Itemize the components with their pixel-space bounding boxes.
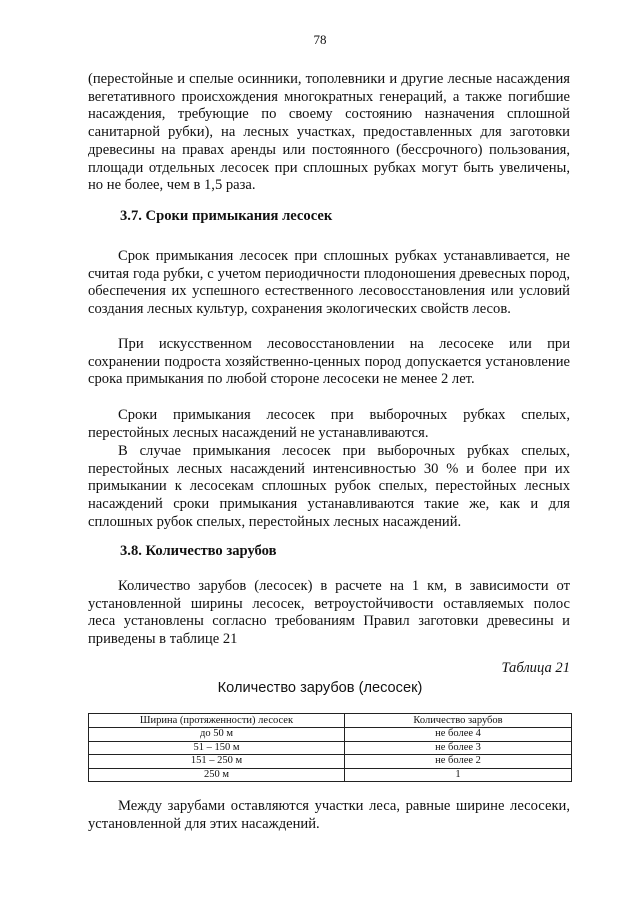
table-cell-width: 250 м (89, 768, 345, 782)
table-row (89, 768, 572, 782)
paragraph-selective-cut: Сроки примыкания лесосек при выборочных рубках спелых, перестойных лесных насаждений не устанавливаются. (88, 407, 570, 441)
table-row (89, 728, 572, 742)
table-cell-width: 151 – 250 м (89, 755, 345, 769)
table-label: Таблица 21 (501, 660, 570, 676)
table-row (89, 755, 572, 769)
paragraph-adjacency-clearcut: Срок примыкания лесосек при сплошных рубках устанавливается, не считая года рубки, с учетом периодичности плодоношения древесных пород, обеспечения их успешного естественного лесовосстановления или условий создания лесных культур, сохранения экологических свойств лесов. (88, 248, 570, 318)
table-caption: Количество зарубов (лесосек) (217, 680, 423, 696)
table-cell-count: 1 (344, 768, 571, 782)
table-cell-width: 51 – 150 м (89, 741, 345, 755)
paragraph-selective-adjacency: В случае примыкания лесосек при выборочных рубках спелых, перестойных лесных насаждений интенсивностью 30 % и более при их примыкании к лесосекам сплошных рубок спелых, перестойных лесных насаждений сроки примыкания устанавливаются такие же, как и для сплошных рубок спелых, перестойных лесных насаждений. (88, 443, 570, 530)
table-cell-count: не более 4 (344, 728, 571, 742)
table-header-row (89, 714, 572, 728)
paragraph-between-cuts: Между зарубами оставляются участки леса, равные ширине лесосеки, установленной для этих насаждений. (88, 798, 570, 832)
section-heading-3-7: 3.7. Сроки примыкания лесосек (120, 208, 333, 224)
section-heading-3-8: 3.8. Количество зарубов (120, 543, 277, 559)
cuts-table (88, 713, 572, 782)
page-number: 78 (313, 32, 327, 47)
table-row (89, 741, 572, 755)
table-cell-width: до 50 м (89, 728, 345, 742)
column-header-count: Количество зарубов (344, 714, 571, 728)
paragraph-continuation: (перестойные и спелые осинники, тополевники и другие лесные насаждения вегетативного происхождения многократных генераций, а также погибшие насаждения, требующие по своему состоянию назначения сплошной санитарной рубки), на лесных участках, предоставленных для заготовки древесины на правах аренды или постоянного (бессрочного) пользования, площади отдельных лесосек при сплошных рубках могут быть увеличены, но не более, чем в 1,5 раза. (88, 71, 570, 194)
column-header-width: Ширина (протяженности) лесосек (89, 714, 345, 728)
paragraph-cut-count: Количество зарубов (лесосек) в расчете на 1 км, в зависимости от установленной ширины лесосек, ветроустойчивости оставляемых полос леса установлены согласно требованиям Правил заготовки древесины и приведены в таблице 21 (88, 578, 570, 648)
table-cell-count: не более 3 (344, 741, 571, 755)
table-cell-count: не более 2 (344, 755, 571, 769)
paragraph-artificial-regeneration: При искусственном лесовосстановлении на лесосеке или при сохранении подроста хозяйственно-ценных пород допускается установление срока примыкания по любой стороне лесосеки не менее 2 лет. (88, 336, 570, 388)
